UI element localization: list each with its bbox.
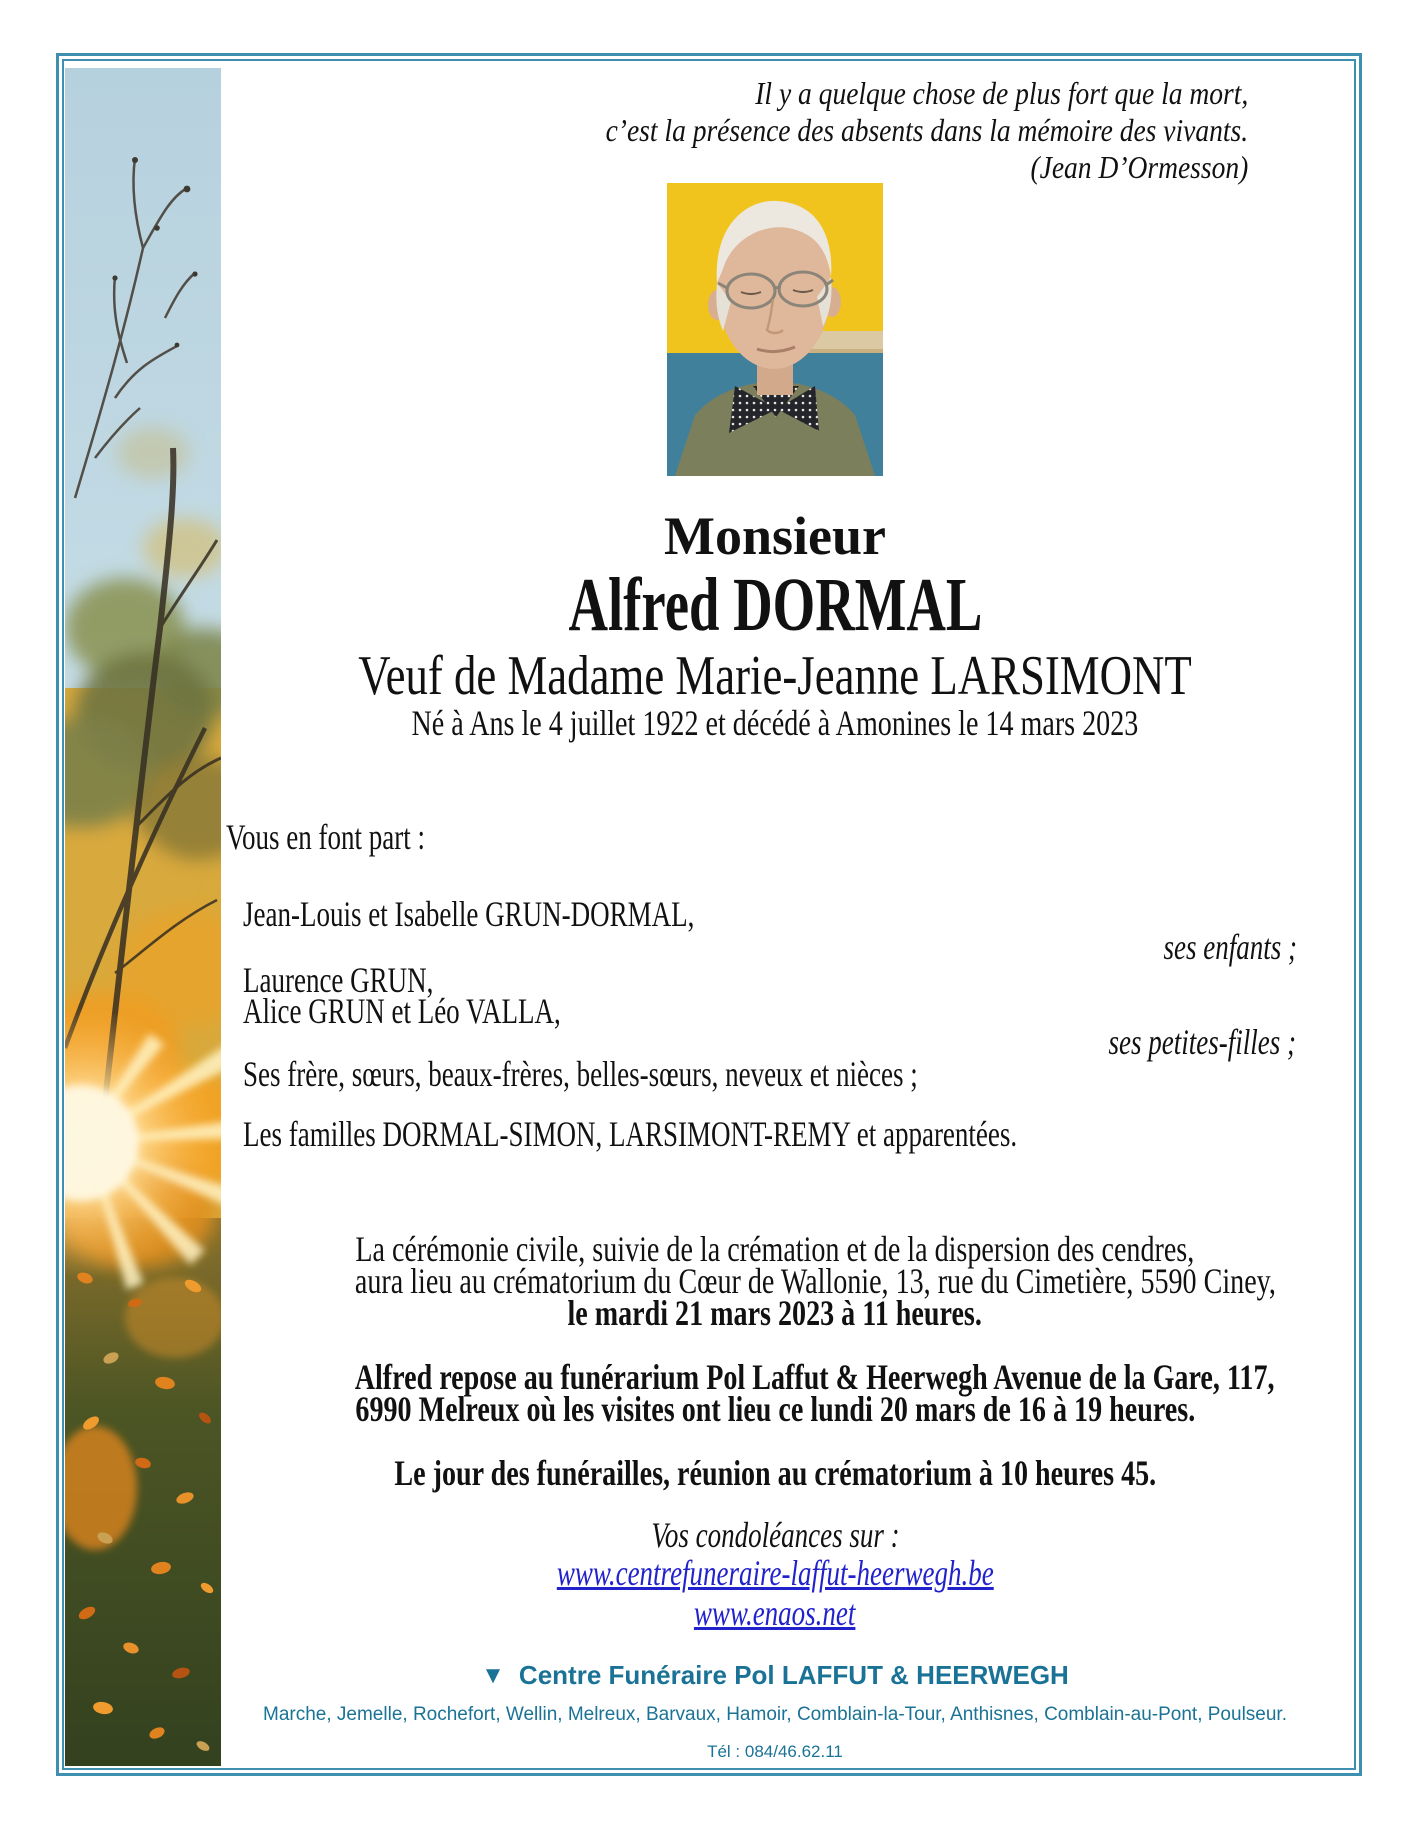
repose-line-1: Alfred repose au funérarium Pol Laffut & Heerwegh Avenue de la Gare, 117, [354,1357,1275,1397]
children-label: ses enfants ; [1163,927,1297,967]
announcement-intro: Vous en font part : [226,817,425,857]
grandchild-line-2: Alice GRUN et Léo VALLA, [243,991,561,1031]
ceremony-date-line: le mardi 21 mars 2023 à 11 heures. [567,1293,983,1333]
deceased-title: Monsieur [664,506,886,566]
life-dates-line: Né à Ans le 4 juillet 1922 et décédé à Amonines le 14 mars 2023 [411,703,1139,743]
condolences-label: Vos condoléances sur : [650,1515,900,1555]
ceremony-line-1: La cérémonie civile, suivie de la crémation et de la dispersion des cendres, [355,1229,1195,1269]
condolence-link-2[interactable]: www.enaos.net [694,1593,856,1633]
children-line: Jean-Louis et Isabelle GRUN-DORMAL, [243,894,695,934]
funeral-day-line: Le jour des funérailles, réunion au crématorium à 10 heures 45. [394,1453,1156,1493]
families-line: Les familles DORMAL-SIMON, LARSIMONT-REMY et apparentées. [243,1114,1018,1154]
condolence-link-1[interactable]: www.centrefuneraire-laffut-heerwegh.be [556,1553,994,1593]
footer-company-row [225,1660,1325,1691]
quote-line-1: Il y a quelque chose de plus fort que la mort, [755,75,1248,111]
grandchildren-label: ses petites-filles ; [1108,1022,1296,1062]
condolence-link-1-row [225,1552,1325,1594]
autumn-tree-photo [65,68,221,1766]
siblings-line: Ses frère, sœurs, beaux-frères, belles-sœurs, neveux et nièces ; [243,1054,918,1094]
down-triangle-icon: ▼ [481,1661,505,1689]
quote-line-2: c’est la présence des absents dans la mémoire des vivants. [605,112,1248,148]
deceased-name: Alfred DORMAL [568,563,982,647]
footer-company-name: Centre Funéraire Pol LAFFUT & HEERWEGH [518,1660,1069,1690]
ceremony-line-2: aura lieu au crématorium du Cœur de Wallonie, 13, rue du Cimetière, 5590 Ciney, [354,1261,1276,1301]
quote-line-3: (Jean D’Ormesson) [1030,149,1248,185]
footer-phone: Tél : 084/46.62.11 [707,1742,843,1761]
deceased-portrait-photo [667,183,883,476]
grandchild-line-1: Laurence GRUN, [243,960,434,1000]
footer-locations: Marche, Jemelle, Rochefort, Wellin, Melreux, Barvaux, Hamoir, Comblain-la-Tour, Anthisnes, Comblain-au-Pont, Poulseur. [263,1704,1287,1725]
repose-line-2: 6990 Melreux où les visites ont lieu ce lundi 20 mars de 16 à 19 heures. [355,1389,1195,1429]
autumn-tree-illustration [65,68,221,1766]
condolence-link-2-row [225,1592,1325,1634]
widower-line: Veuf de Madame Marie-Jeanne LARSIMONT [358,645,1192,707]
portrait-illustration [667,183,883,476]
